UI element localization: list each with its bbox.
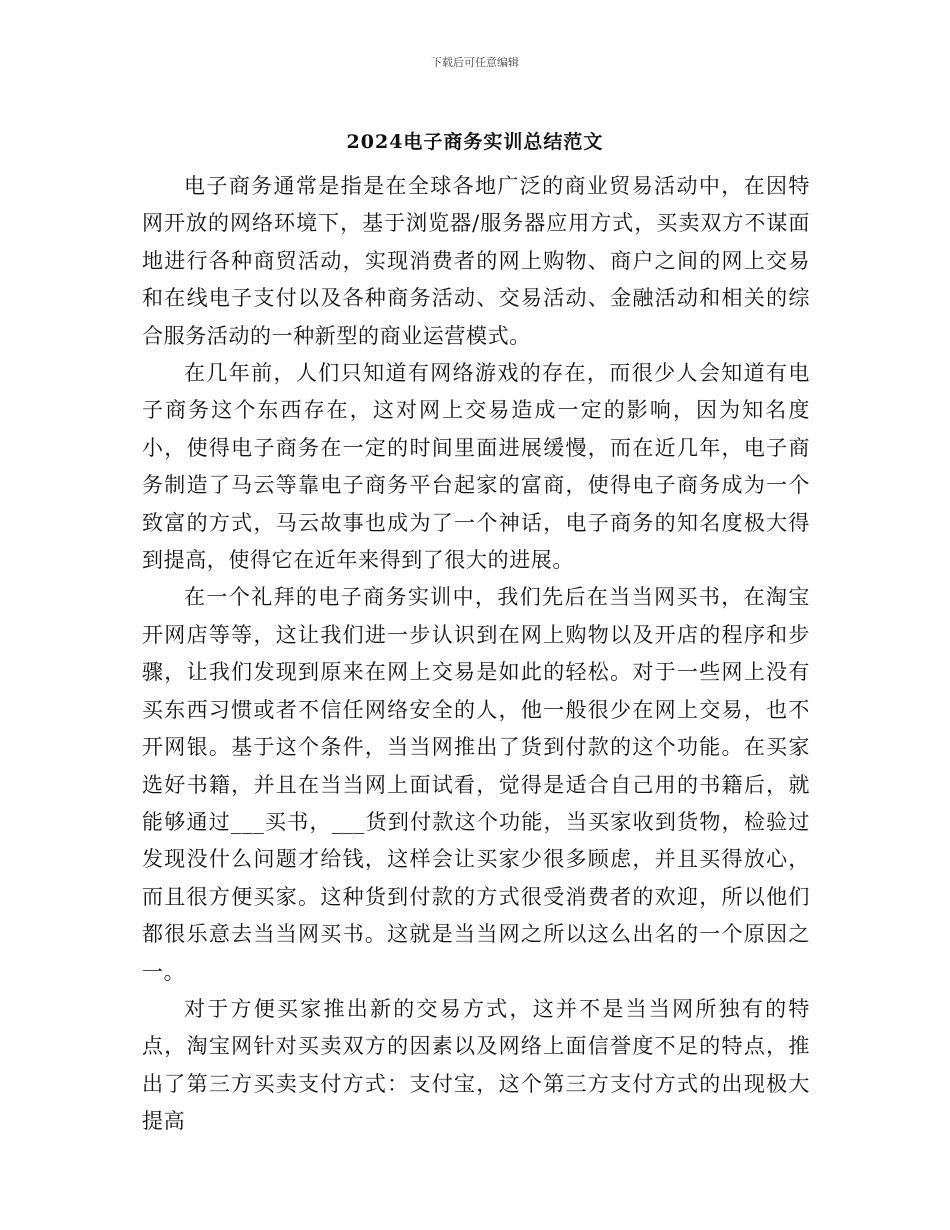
paragraph-3: 在一个礼拜的电子商务实训中，我们先后在当当网买书，在淘宝开网店等等，这让我们进一步认识到在网上购物以及开店的程序和步骤，让我们发现到原来在网上交易是如此的轻松。对于一些网上没有买东西习惯或者不信任网络安全的人，他一般很少在网上交易，也不开网银。基于这个条件，当当网推出了货到付款的这个功能。在买家选好书籍，并且在当当网上面试看，觉得是适合自己用的书籍后，就能够通过___买书，___货到付款这个功能，当买家收到货物，检验过发现没什么问题才给钱，这样会让买家少很多顾虑，并且买得放心，而且很方便买家。这种货到付款的方式很受消费者的欢迎，所以他们都很乐意去当当网买书。这就是当当网之所以这么出名的一个原因之一。 bbox=[142, 585, 810, 984]
document-title: 2024电子商务实训总结范文 bbox=[346, 131, 604, 153]
document-body bbox=[142, 168, 810, 1141]
paragraph-1: 电子商务通常是指是在全球各地广泛的商业贸易活动中，在因特网开放的网络环境下，基于浏览器/服务器应用方式，买卖双方不谋面地进行各种商贸活动，实现消费者的网上购物、商户之间的网上交易和在线电子支付以及各种商务活动、交易活动、金融活动和相关的综合服务活动的一种新型的商业运营模式。 bbox=[142, 174, 810, 348]
page-header-note: 下载后可任意编辑 bbox=[431, 56, 519, 69]
paragraph-4: 对于方便买家推出新的交易方式，这并不是当当网所独有的特点，淘宝网针对买卖双方的因素以及网络上面信誉度不足的特点，推出了第三方买卖支付方式：支付宝，这个第三方支付方式的出现极大提高 bbox=[142, 996, 810, 1134]
paragraph-2: 在几年前，人们只知道有网络游戏的存在，而很少人会知道有电子商务这个东西存在，这对网上交易造成一定的影响，因为知名度小，使得电子商务在一定的时间里面进展缓慢，而在近几年，电子商务制造了马云等靠电子商务平台起家的富商，使得电子商务成为一个致富的方式，马云故事也成为了一个神话，电子商务的知名度极大得到提高，使得它在近年来得到了很大的进展。 bbox=[142, 361, 810, 573]
